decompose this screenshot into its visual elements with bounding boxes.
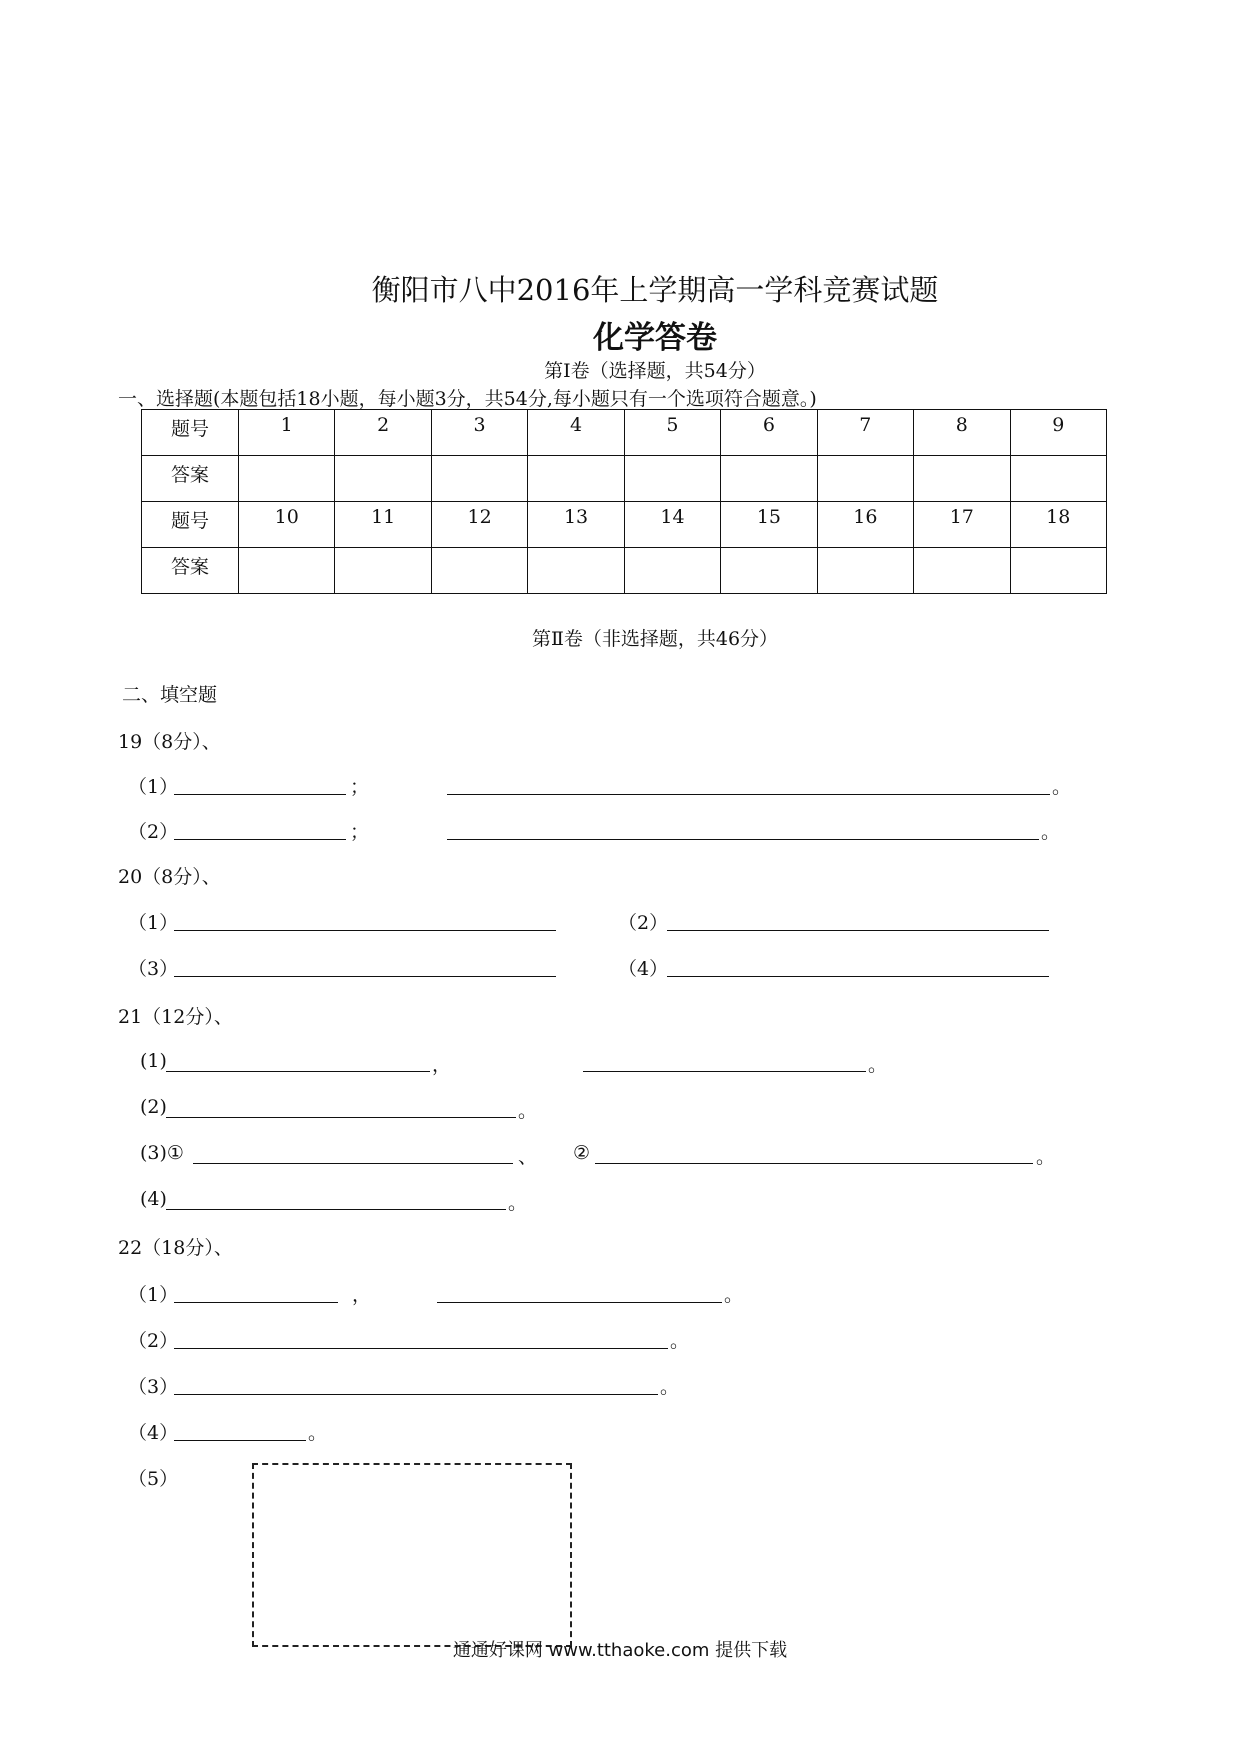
question-number-cell: 3 bbox=[431, 410, 527, 456]
q20-part1-label: （1） bbox=[128, 912, 179, 934]
footer-watermark: 通通好课网 www.tthaoke.com 提供下载 bbox=[452, 1640, 788, 1661]
q20-part2-label: （2） bbox=[618, 912, 669, 934]
q21-part1-end: 。 bbox=[868, 1054, 888, 1076]
question-number-cell: 10 bbox=[239, 502, 335, 548]
q22-part4-blank[interactable] bbox=[174, 1440, 306, 1441]
q21-part4-end: 。 bbox=[508, 1192, 528, 1214]
q19-part2-blank-a[interactable] bbox=[174, 839, 346, 840]
question-number-cell: 4 bbox=[528, 410, 624, 456]
question-number-cell: 7 bbox=[817, 410, 913, 456]
question-number-cell: 15 bbox=[721, 502, 817, 548]
q19-part1-end: 。 bbox=[1052, 776, 1072, 798]
q21-part4-label: (4) bbox=[140, 1188, 167, 1210]
volume-1-heading: 第Ⅰ卷（选择题，共54分） bbox=[544, 360, 766, 382]
question-number-cell: 14 bbox=[624, 502, 720, 548]
answer-cell[interactable] bbox=[721, 456, 817, 502]
q22-part2-label: （2） bbox=[128, 1330, 179, 1352]
q21-part2-label: (2) bbox=[140, 1096, 167, 1118]
answer-cell[interactable] bbox=[1010, 456, 1107, 502]
row-header-answer: 答案 bbox=[142, 548, 239, 594]
q21-part1-blank-a[interactable] bbox=[166, 1071, 430, 1072]
answer-cell[interactable] bbox=[914, 456, 1010, 502]
answer-cell[interactable] bbox=[721, 548, 817, 594]
question-number-cell: 9 bbox=[1010, 410, 1107, 456]
answer-cell[interactable] bbox=[624, 456, 720, 502]
q20-part1-blank[interactable] bbox=[174, 930, 556, 931]
q22-part5-drawing-box[interactable] bbox=[252, 1463, 572, 1647]
q21-part3-label-b: ② bbox=[573, 1142, 591, 1164]
q21-title: 21（12分）、 bbox=[118, 1006, 233, 1028]
question-number-cell: 18 bbox=[1010, 502, 1107, 548]
table-row bbox=[142, 502, 1107, 548]
q22-part1-label: （1） bbox=[128, 1284, 179, 1306]
question-number-cell: 5 bbox=[624, 410, 720, 456]
question-number-cell: 8 bbox=[914, 410, 1010, 456]
q21-part3-end: 。 bbox=[1036, 1146, 1056, 1168]
q19-part2-label: （2） bbox=[128, 821, 179, 843]
q19-part2-end: 。 bbox=[1041, 821, 1061, 843]
section-1-instructions: 一、选择题(本题包括18小题，每小题3分，共54分,每小题只有一个选项符合题意。) bbox=[118, 388, 817, 410]
answer-cell[interactable] bbox=[239, 548, 335, 594]
q22-part2-blank[interactable] bbox=[174, 1348, 668, 1349]
answer-cell[interactable] bbox=[431, 548, 527, 594]
q22-part4-label: （4） bbox=[128, 1422, 179, 1444]
question-number-cell: 16 bbox=[817, 502, 913, 548]
q22-part3-end: 。 bbox=[660, 1376, 680, 1398]
question-number-cell: 2 bbox=[335, 410, 431, 456]
q19-part1-label: （1） bbox=[128, 776, 179, 798]
question-number-cell: 17 bbox=[914, 502, 1010, 548]
question-number-cell: 12 bbox=[431, 502, 527, 548]
q22-part3-blank[interactable] bbox=[174, 1394, 658, 1395]
q21-part1-blank-b[interactable] bbox=[583, 1071, 866, 1072]
q22-part1-separator: ， bbox=[352, 1284, 372, 1306]
answer-cell[interactable] bbox=[817, 548, 913, 594]
q21-part2-end: 。 bbox=[518, 1100, 538, 1122]
row-header-number: 题号 bbox=[142, 502, 239, 548]
q21-part3-blank-a[interactable] bbox=[193, 1163, 513, 1164]
q22-part3-label: （3） bbox=[128, 1376, 179, 1398]
q22-part1-blank-a[interactable] bbox=[174, 1302, 338, 1303]
answer-sheet-subtitle: 化学答卷 bbox=[593, 320, 717, 356]
table-row bbox=[142, 548, 1107, 594]
q21-part2-blank[interactable] bbox=[166, 1117, 516, 1118]
question-number-cell: 13 bbox=[528, 502, 624, 548]
q20-part4-blank[interactable] bbox=[667, 976, 1049, 977]
answer-cell[interactable] bbox=[239, 456, 335, 502]
q21-part1-label: (1) bbox=[140, 1050, 167, 1072]
row-header-answer: 答案 bbox=[142, 456, 239, 502]
table-row bbox=[142, 410, 1107, 456]
q22-part5-label: （5） bbox=[128, 1468, 179, 1490]
q21-part3-label: (3)① bbox=[140, 1142, 184, 1164]
q22-part2-end: 。 bbox=[670, 1330, 690, 1352]
question-number-cell: 6 bbox=[721, 410, 817, 456]
q19-part1-blank-a[interactable] bbox=[174, 794, 346, 795]
answer-cell[interactable] bbox=[335, 456, 431, 502]
question-number-cell: 11 bbox=[335, 502, 431, 548]
q22-part1-blank-b[interactable] bbox=[437, 1302, 722, 1303]
q19-title: 19（8分）、 bbox=[118, 731, 221, 753]
q21-part1-separator: ， bbox=[432, 1054, 452, 1076]
answer-cell[interactable] bbox=[335, 548, 431, 594]
table-row bbox=[142, 456, 1107, 502]
exam-title: 衡阳市八中2016年上学期高一学科竞赛试题 bbox=[371, 273, 939, 307]
q21-part4-blank[interactable] bbox=[166, 1209, 506, 1210]
q19-part1-blank-b[interactable] bbox=[447, 794, 1050, 795]
q22-title: 22（18分）、 bbox=[118, 1237, 233, 1259]
question-number-cell: 1 bbox=[239, 410, 335, 456]
q20-part3-label: （3） bbox=[128, 958, 179, 980]
q20-part2-blank[interactable] bbox=[667, 930, 1049, 931]
q20-part3-blank[interactable] bbox=[174, 976, 556, 977]
row-header-number: 题号 bbox=[142, 410, 239, 456]
q20-title: 20（8分）、 bbox=[118, 866, 221, 888]
q22-part4-end: 。 bbox=[308, 1422, 328, 1444]
answer-cell[interactable] bbox=[431, 456, 527, 502]
answer-cell[interactable] bbox=[817, 456, 913, 502]
answer-cell[interactable] bbox=[528, 548, 624, 594]
q19-part2-blank-b[interactable] bbox=[447, 839, 1039, 840]
q19-part2-separator: ； bbox=[350, 821, 370, 843]
answer-cell[interactable] bbox=[528, 456, 624, 502]
q20-part4-label: （4） bbox=[618, 958, 669, 980]
answer-cell[interactable] bbox=[1010, 548, 1107, 594]
section-2-heading: 二、填空题 bbox=[122, 684, 218, 706]
volume-2-heading: 第Ⅱ卷（非选择题，共46分） bbox=[531, 628, 779, 650]
answer-cell[interactable] bbox=[914, 548, 1010, 594]
q22-part1-end: 。 bbox=[724, 1284, 744, 1306]
answer-cell[interactable] bbox=[624, 548, 720, 594]
q21-part3-blank-b[interactable] bbox=[595, 1163, 1033, 1164]
q21-part3-separator: 、 bbox=[518, 1146, 538, 1168]
choice-answer-table bbox=[141, 409, 1107, 594]
q19-part1-separator: ； bbox=[350, 776, 370, 798]
